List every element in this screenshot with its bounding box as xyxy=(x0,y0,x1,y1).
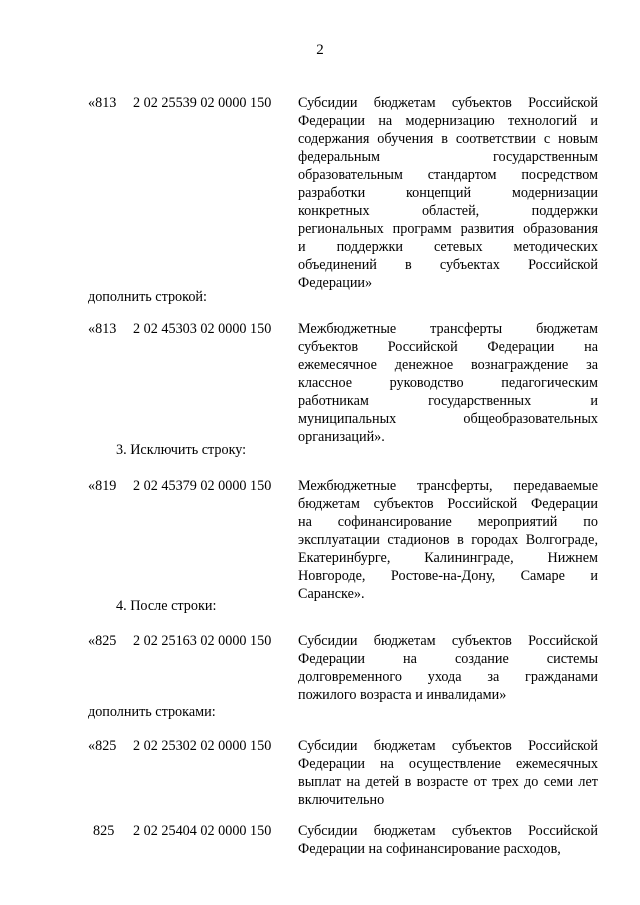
instruction-text: дополнить строками: xyxy=(88,704,216,720)
description-line: Межбюджетные трансферты бюджетам xyxy=(298,321,598,337)
description-line: муниципальных общеобразовательных xyxy=(298,411,598,427)
description-line: Межбюджетные трансферты, передаваемые xyxy=(298,478,598,494)
instruction-text: 3. Исключить строку: xyxy=(116,442,247,458)
description-line: содержания обучения в соответствии с новым xyxy=(298,131,598,147)
budget-admin-code: «813 xyxy=(88,321,117,337)
description-line: Субсидии бюджетам субъектов Российской xyxy=(298,823,598,839)
budget-classification-code: 2 02 25302 02 0000 150 xyxy=(133,738,272,754)
description-line: организаций». xyxy=(298,429,385,445)
description-line: Саранске». xyxy=(298,586,365,602)
description-line: Федерации» xyxy=(298,275,373,291)
description-line: Екатеринбурге, Калининграде, Нижнем xyxy=(298,550,598,566)
page-number: 2 xyxy=(316,42,324,58)
description-line: Федерации на осуществление ежемесячных xyxy=(298,756,598,772)
description-line: выплат на детей в возрасте от трех до семи лет xyxy=(298,774,598,790)
income-description xyxy=(298,477,598,603)
budget-admin-code: «813 xyxy=(88,95,117,111)
budget-admin-code: «819 xyxy=(88,478,117,494)
description-line: Федерации на модернизацию технологий и xyxy=(298,113,598,129)
budget-admin-code: «825 xyxy=(88,633,117,649)
description-line: конкретных областей, поддержки xyxy=(298,203,598,219)
income-description xyxy=(298,320,598,446)
description-line: объединений в субъектах Российской xyxy=(298,257,598,273)
budget-classification-code: 2 02 25539 02 0000 150 xyxy=(133,95,272,111)
income-description xyxy=(298,94,598,292)
instruction-text: 4. После строки: xyxy=(116,598,217,614)
budget-admin-code: «825 xyxy=(88,738,117,754)
description-line: Новгороде, Ростове-на-Дону, Самаре и xyxy=(298,568,598,584)
description-line: и поддержки сетевых методических xyxy=(298,239,598,255)
description-line: Федерации на создание системы xyxy=(298,651,598,667)
description-line: эксплуатации стадионов в городах Волгограде, xyxy=(298,532,598,548)
budget-classification-code: 2 02 25163 02 0000 150 xyxy=(133,633,272,649)
description-line: Субсидии бюджетам субъектов Российской xyxy=(298,738,598,754)
description-line: на софинансирование мероприятий по xyxy=(298,514,598,530)
description-line: пожилого возраста и инвалидами» xyxy=(298,687,507,703)
instruction-text: дополнить строкой: xyxy=(88,289,207,305)
income-description xyxy=(298,737,598,809)
description-line: субъектов Российской Федерации на xyxy=(298,339,598,355)
budget-classification-code: 2 02 25404 02 0000 150 xyxy=(133,823,272,839)
description-line: работникам государственных и xyxy=(298,393,598,409)
description-line: Субсидии бюджетам субъектов Российской xyxy=(298,95,598,111)
description-line: разработки концепций модернизации xyxy=(298,185,598,201)
description-line: ежемесячное денежное вознаграждение за xyxy=(298,357,598,373)
description-line: включительно xyxy=(298,792,385,808)
budget-admin-code: 825 xyxy=(93,823,115,839)
description-line: долговременного ухода за гражданами xyxy=(298,669,598,685)
budget-classification-code: 2 02 45379 02 0000 150 xyxy=(133,478,272,494)
description-line: Субсидии бюджетам субъектов Российской xyxy=(298,633,598,649)
income-description xyxy=(298,822,598,858)
description-line: бюджетам субъектов Российской Федерации xyxy=(298,496,598,512)
description-line: классное руководство педагогическим xyxy=(298,375,598,391)
description-line: региональных программ развития образования xyxy=(298,221,598,237)
budget-classification-code: 2 02 45303 02 0000 150 xyxy=(133,321,272,337)
description-line: федеральным государственным xyxy=(298,149,598,165)
income-description xyxy=(298,632,598,704)
description-line: образовательным стандартом посредством xyxy=(298,167,598,183)
description-line: Федерации на софинансирование расходов, xyxy=(298,841,561,857)
